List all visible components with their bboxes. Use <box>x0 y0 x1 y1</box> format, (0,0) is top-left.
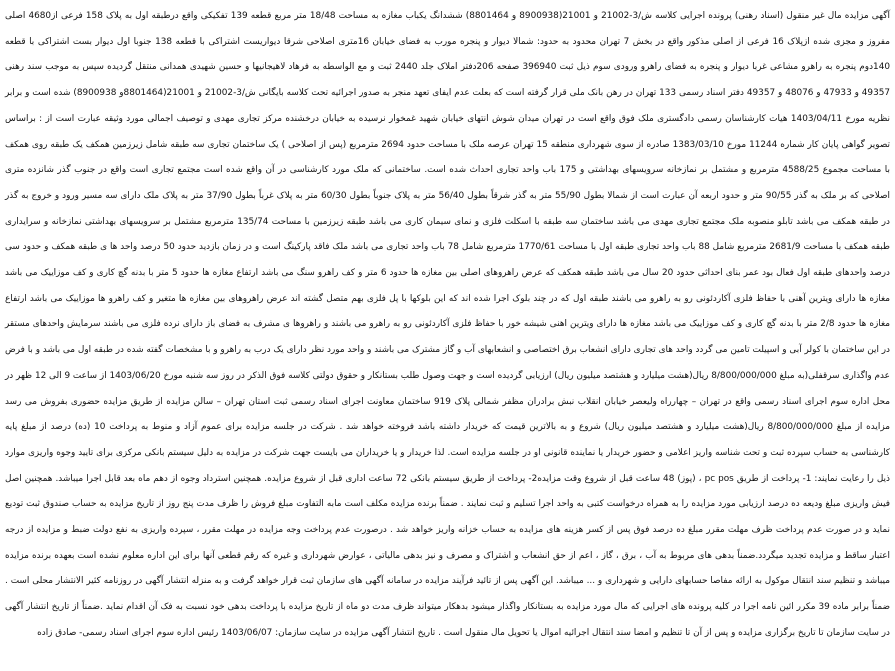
auction-notice-text: آگهی مزایده مال غیر منقول (اسناد رهنی) پرونده اجرایی کلاسه ش/3-21002 و 21001(8900938 و 8801464) ششدانگ یکباب مغازه به مساحت 18/48 متر مربع قطعه 139 تفکیکی واقع درطبقه اول به پلاک 158 فرعی از4680 اصلی مفروز و مجزی شده ازپلاک 16 فرعی از اصلی مذکور واقع در بخش 7 تهران محدود به حدود: شمالا دیوار و پنجره مورب به فضای خیابان 16متری اصلاحی شرقا دیواریست اشتراکی با قطعه 138 جنوبا اول دیوار بست اشتراکی با قطعه 140دوم پنجره به راهرو مشاعی غربا دیوار و پنجره به فضای راهرو ورودی سوم ذیل ثبت 396940 صفحه 206دفتر املاک جلد 2440 ثبت و مع الواسطه به فرهاد لاهیجانیها و حسین شهیدی همدانی منتقل گردیده سپس به موجب سند رهنی 49357 و 47933 و 48076 و 49357 دفتر اسناد رسمی 133 تهران در رهن بانک ملی قرار گرفته است که بعلت عدم ایفای تعهد منجر به صدور اجرائیه تحت کلاسه بایگانی ش/3-21002 و 21001(8801464و 8900938) شده است و برابر نظریه مورخ 1403/04/11 هیات کارشناسان رسمی دادگستری ملک فوق واقع است در تهران میدان شوش انتهای خیابان شهید غمخوار نرسیده به خیابان درخشنده مرکز تجاری مهدی و توصیف اجمالی مورد وثیقه عبارت است از : براساس تصویر گواهی پایان کار شماره 11244 مورخ 1383/03/10 صادره از سوی شهرداری منطقه 15 تهران عرصه ملک با مساحت حدود 2694 مترمربع (پس از اصلاحی ) یک ساختمان تجاری سه طبقه شامل زیرزمین همکف یک طبقه روی همکف با مساحت مجموع 4588/25 مترمربع و مشتمل بر نمازخانه سرویسهای بهداشتی و 175 باب واحد تجاری احداث شده است. ساختمانی که ملک مورد کارشناسی در آن واقع شده است مجتمع تجاری است واقع در جنوب گذر شانزده متری اصلاحی که بر ملک به گذر 90/55 متر و حدود اربعه آن عبارت است از شمالا بطول 55/90 متر به گذر شرقاً بطول 56/40 متر به پلاک جنوباً بطول 60/30 متر به پلاک غرباً بطول 37/90 متر به پلاک ملک دارای سه مسیر ورود و خروج به گذر در طبقه همکف می باشد تابلو منصوبه ملک مجتمع تجاری مهدی می باشد ساختمان سه طبقه با اسکلت فلزی و نمای سیمان کاری می باشد طبقه زیرزمین با مساحت 135/74 مترمربع مشتمل بر سرویسهای بهداشتی نمازخانه و سرایداری طبقه همکف با مساحت 2681/9 مترمربع شامل 88 باب واحد تجاری طبقه اول با مساحت 1770/61 مترمربع شامل 78 باب واحد تجاری می باشد ملک فاقد پارکینگ است و در زمان بازدید حدود 50 درصد واحد ها ی طبقه همکف و حدود سی درصد واحدهای طبقه اول فعال بود عمر بنای احداثی حدود 20 سال می باشد طبقه همکف که عرض راهروهای اصلی بین مغازه ها حدود 6 متر و کف راهرو سنگ می باشد ارتفاع مغازه ها حدود 5 متر با بدنه گچ کاری و کف موزاییک می باشد مغازه ها دارای ویترین آهنی با حفاظ فلزی آکاردئونی رو به راهرو می باشند طبقه اول که در چند بلوک اجرا شده اند که این بلوکها با پل فلزی بهم متصل گشته اند عرض راهروهای بین مغازه ها متغیر و کف راهرو ها موزاییک می باشد ارتفاع مغازه ها حدود 2/8 متر با بدنه گچ کاری و کف موزاییک می باشد مغازه ها دارای ویترین اهنی شیشه خور با حفاظ فلزی آکاردئونی رو به راهرو می باشند و راهروها ی مشرف به فضای باز دارای نرده فلزی می باشند سرمایش واحدهای مستقر در این ساختمان با کولر آبی و اسپیلت تامین می گردد واحد های تجاری دارای انشعاب برق اختصاصی و انشعابهای آب و گاز مشترک می باشند و واحد مورد نظر دارای یک درب به راهرو و با مشخصات گفته شده در طبقه اول می باشد و با فرض عدم واگذاری سرقفلی(به مبلغ 8/800/000/000 ریال(هشت میلیارد و هشتصد میلیون ریال) ارزیابی گردیده است و جهت وصول طلب بستانکار و حقوق دولتی کلاسه فوق الذکر در روز سه شنبه مورخ 1403/06/20 از ساعت 9 الی 12 ظهر در محل اداره سوم اجرای اسناد رسمی واقع در تهران – چهارراه ولیعصر خیابان انقلاب نبش برادران مظفر شمالی پلاک 919 ساختمان معاونت اجرای اسناد رسمی ثبت استان تهران – سالن مزایده از طریق مزایده حضوری بفروش می رسد مزایده از مبلغ 8/800/000/000 ریال(هشت میلیارد و هشتصد میلیون ریال) شروع و به بالاترین قیمت که خریدار داشته باشد فروخته خواهد شد . شرکت در جلسه مزایده برای عموم آزاد و منوط به پرداخت 10 (ده) درصد از مبلغ پایه کارشناسی به حساب سپرده ثبت و تحت شناسه واریز اعلامی و حضور خریدار یا نماینده قانونی او در جلسه مزایده است. لذا خریدار و یا خریداران می بایست جهت شرکت در مزایده به دلیل سیستم بانکی مرکزی برای تایید وجوه واریزی موارد ذیل را رعایت نمایند: 1- پرداخت از طریق pc pos ، (پوز) 48 ساعت قبل از شروع وقت مزایده2- پرداخت از طریق سیستم بانکی 72 ساعت اداری قبل از شروع مزایده. همچنین استرداد وجوه از دهم ماه بعد قابل اجرا میباشد. همچنین اصل فیش واریزی مبلغ ودیعه ده درصد ارزیابی مورد مزایده را به همراه درخواست کتبی به واحد اجرا تسلیم و ثبت نمایند . ضمناً برنده مزایده مکلف است مابه التفاوت مبلغ فروش را ظرف مدت پنج روز از تاریخ مزایده به حساب صندوق ثبت تودیع نماید و در صورت عدم پرداخت ظرف مهلت مقرر مبلغ ده درصد فوق پس از کسر هزینه های مزایده به حساب خزانه واریز خواهد شد . درصورت عدم پرداخت وجه مزایده در مهلت مقرر ، سپرده واریزی به نفع دولت ضبط و مزایده از درجه اعتبار ساقط و مزایده تجدید میگردد.ضمناً بدهی های مربوط به آب ، برق ، گاز ، اعم از حق انشعاب و اشتراک و مصرف و نیز بدهی مالیاتی ، عوارض شهرداری و غیره که رقم قطعی آنها برای این اداره معلوم نشده است بعهده برنده مزایده میباشد و تنظیم سند انتقال موکول به ارائه مفاصا حسابهای دارایی و شهرداری و ... میباشد. این آگهی پس از تائید فرآیند مزایده در سامانه آگهی های سازمان ثبت قرار خواهد گرفت و به منزله انتشار آگهی در روزنامه کثیر الانتشار محلی است . ضمناً برابر ماده 39 مکرر ائین نامه اجرا در کلیه پرونده های اجرایی که مال مورد مزایده به بستانکار واگذار میشود بدهکار میتواند ظرف مدت دو ماه از تاریخ مزایده با پرداخت بدهی خود نسبت به فک آن اقدام نماید .ضمناً از تاریخ انتشار آگهی در سایت سازمان تا تاریخ برگزاری مزایده و پس از آن تا تنظیم و امضا سند انتقال اجرائیه اموال یا تحویل مال منقول است . تاریخ انتشار آگهی مزایده در سایت سازمان: 1403/06/07 رئیس اداره سوم اجرای اسناد رسمی- صادق زاده <box>5 11 891 638</box>
